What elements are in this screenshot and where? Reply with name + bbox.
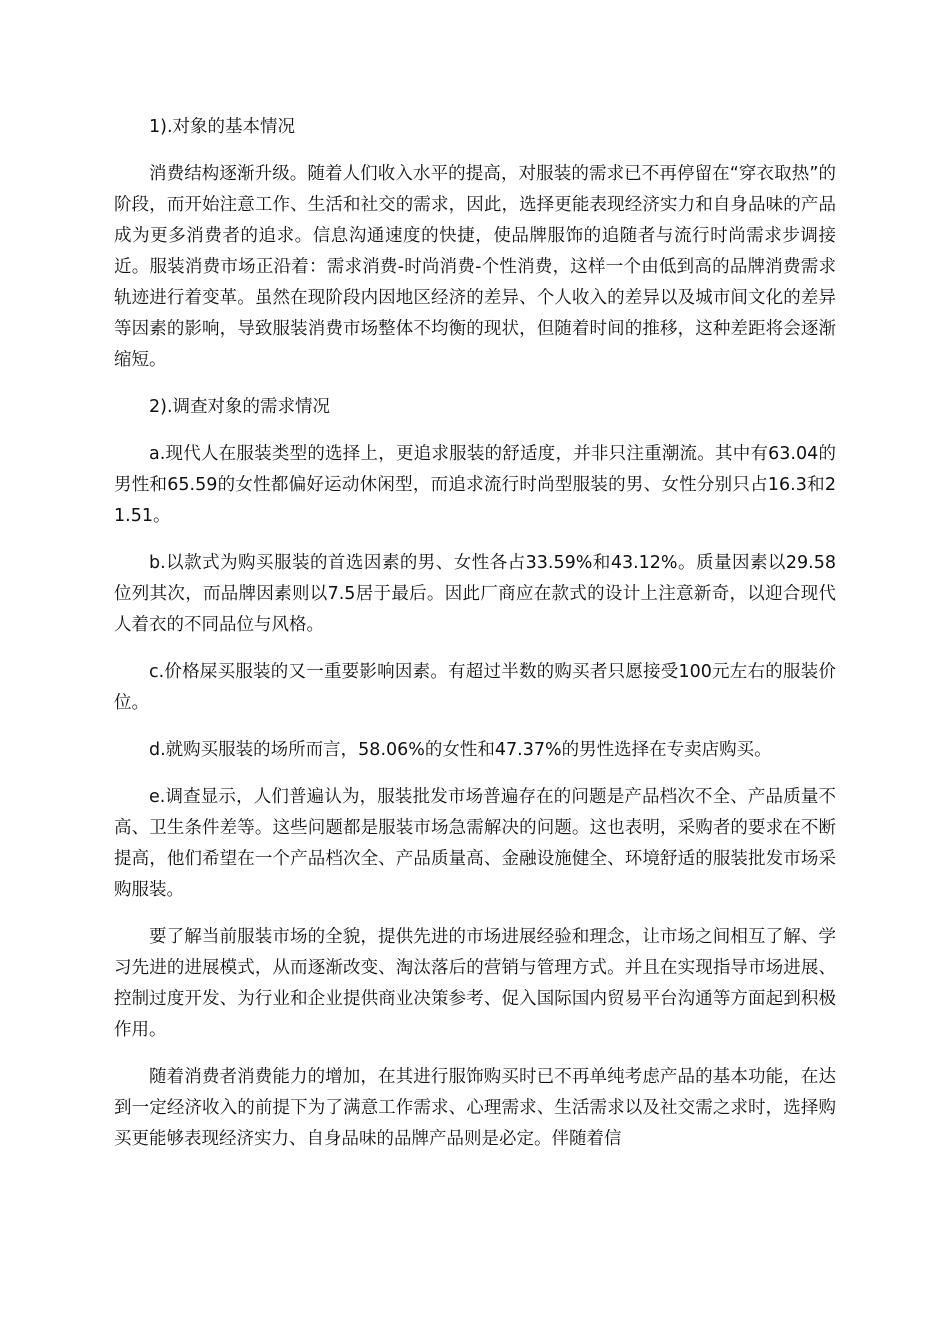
section-heading-demand-situation: 2).调查对象的需求情况 (149, 397, 331, 417)
paragraph-item-b: b.以款式为购买服装的首选因素的男、女性各占33.59%和43.12%。质量因素以29.58位列其次，而品牌因素则以7.5居于最后。因此厂商应在款式的设计上注意新奇，以迎合现代人着衣的不同品位与风格。 (114, 553, 836, 635)
paragraph-consumer-ability: 随着消费者消费能力的增加，在其进行服饰购买时已不再单纯考虑产品的基本功能，在达到一定经济收入的前提下为了满意工作需求、心理需求、生活需求以及社交需之求时，选择购买更能够表现经济实力、自身品味的品牌产品则是必定。伴随着信 (114, 1067, 836, 1149)
paragraph-item-d: d.就购买服装的场所而言，58.06%的女性和47.37%的男性选择在专卖店购买。 (149, 740, 772, 760)
paragraph-item-a: a.现代人在服装类型的选择上，更追求服装的舒适度，并非只注重潮流。其中有63.04的男性和65.59的女性都偏好运动休闲型，而追求流行时尚型服装的男、女性分别只占16.3和21.51。 (114, 444, 836, 526)
paragraph-item-c: c.价格屎买服装的又一重要影响因素。有超过半数的购买者只愿接受100元左右的服装价位。 (114, 662, 836, 713)
paragraph-consumption-upgrade: 消费结构逐渐升级。随着人们收入水平的提高，对服装的需求已不再停留在“穿衣取热”的阶段，而开始注意工作、生活和社交的需求，因此，选择更能表现经济实力和自身品味的产品成为更多消费者的追求。信息沟通速度的快捷，使品牌服饰的追随者与流行时尚需求步调接近。服装消费市场正沿着：需求消费-时尚消费-个性消费，这样一个由低到高的品牌消费需求轨迹进行着变革。虽然在现阶段内因地区经济的差异、个人收入的差异以及城市间文化的差异等因素的影响，导致服装消费市场整体不均衡的现状，但随着时间的推移，这种差距将会逐渐缩短。 (114, 164, 836, 370)
document-body (114, 112, 836, 1171)
paragraph-item-e: e.调查显示，人们普遍认为，服装批发市场普遍存在的问题是产品档次不全、产品质量不高、卫生条件差等。这些问题都是服装市场急需解决的问题。这也表明，采购者的要求在不断提高，他们希望在一个产品档次全、产品质量高、金融设施健全、环境舒适的服装批发市场采购服装。 (114, 787, 836, 900)
section-heading-basic-situation: 1).对象的基本情况 (149, 117, 296, 137)
paragraph-market-overview: 要了解当前服装市场的全貌，提供先进的市场进展经验和理念，让市场之间相互了解、学习先进的进展模式，从而逐渐改变、淘汰落后的营销与管理方式。并且在实现指导市场进展、控制过度开发、为行业和企业提供商业决策参考、促入国际国内贸易平台沟通等方面起到积极作用。 (114, 927, 836, 1040)
